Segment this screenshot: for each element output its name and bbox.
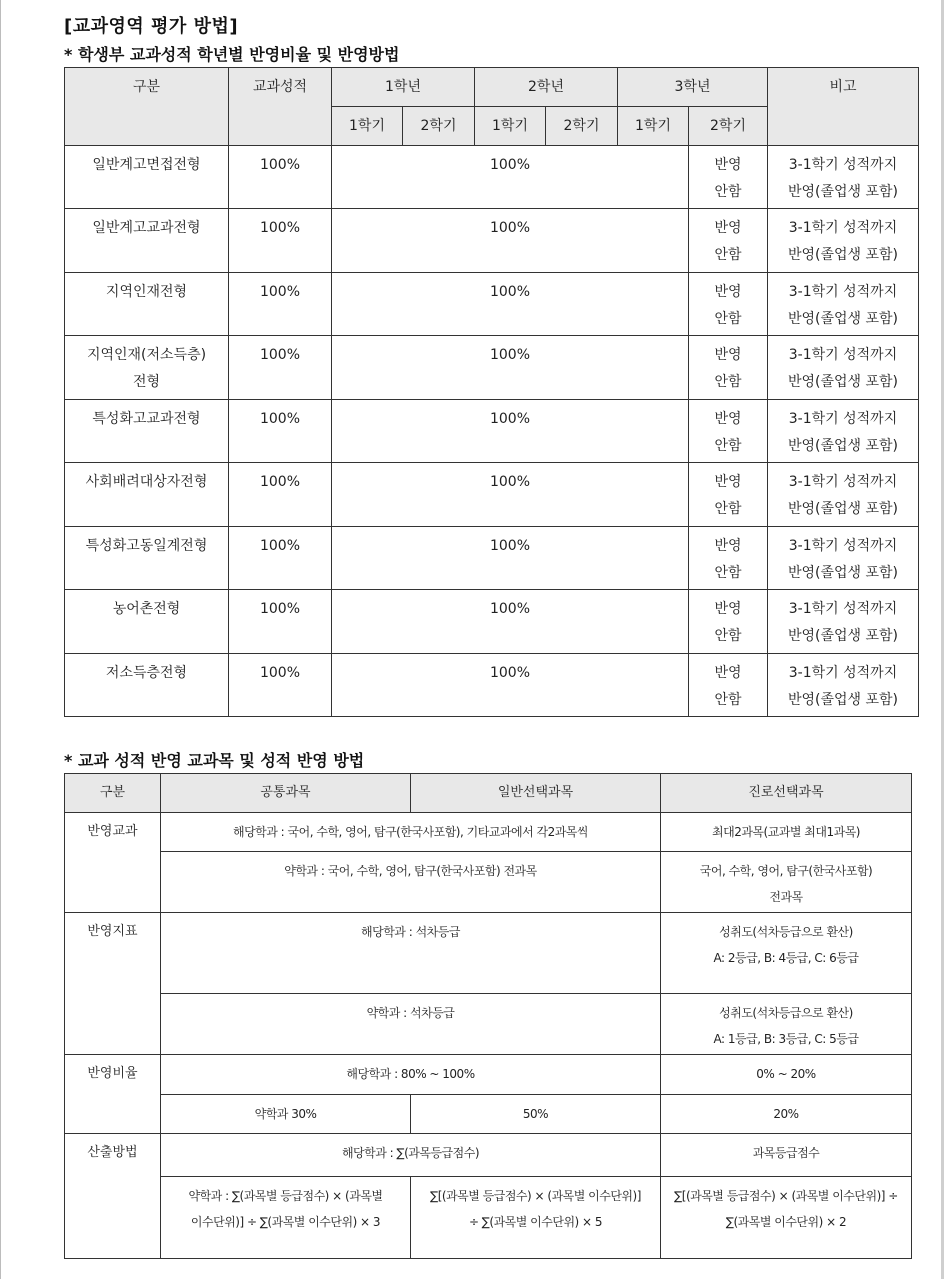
table-row [65, 527, 919, 590]
row-sem3-2: 반영 안함 [689, 590, 768, 654]
row-name: 농어촌전형 [65, 590, 229, 654]
row-ratio: 100% [332, 527, 689, 590]
header-remark: 비고 [768, 68, 919, 146]
row-remark: 3-1학기 성적까지 반영(졸업생 포함) [768, 273, 919, 336]
row-ratio: 100% [332, 146, 689, 209]
table-row [65, 463, 919, 527]
reflect-ratio-label: 반영비율 [65, 1055, 161, 1134]
header-sem3-2: 2학기 [689, 107, 768, 146]
table-row [65, 994, 912, 1055]
row-score: 100% [229, 527, 332, 590]
table-row [65, 273, 919, 336]
table-row [65, 1177, 912, 1259]
row-ratio: 100% [332, 209, 689, 273]
row-score: 100% [229, 336, 332, 400]
row-ratio: 100% [332, 463, 689, 527]
reflect-subjects-career-1: 최대2과목(교과별 최대1과목) [661, 813, 912, 852]
page-frame-left [0, 0, 1, 1279]
header-sem1-2: 2학기 [403, 107, 475, 146]
reflect-ratio-career-2: 20% [661, 1095, 912, 1134]
reflect-index-label: 반영지표 [65, 913, 161, 1055]
row-score: 100% [229, 400, 332, 463]
subject-method-table [64, 773, 912, 1259]
header-sem1-1: 1학기 [332, 107, 403, 146]
row-remark: 3-1학기 성적까지 반영(졸업생 포함) [768, 336, 919, 400]
reflect-subjects-label: 반영교과 [65, 813, 161, 913]
row-remark: 3-1학기 성적까지 반영(졸업생 포함) [768, 146, 919, 209]
table-row [65, 813, 912, 852]
calc-method-common-1: 해당학과 : ∑(과목등급점수) [161, 1134, 661, 1177]
row-ratio: 100% [332, 273, 689, 336]
reflect-subjects-common-1: 해당학과 : 국어, 수학, 영어, 탐구(한국사포함), 기타교과에서 각2과목씩 [161, 813, 661, 852]
header-sem2-1: 1학기 [475, 107, 546, 146]
row-name: 특성화고교과전형 [65, 400, 229, 463]
row-sem3-2: 반영 안함 [689, 654, 768, 717]
row-score: 100% [229, 209, 332, 273]
calc-method-career-2: ∑[(과목별 등급점수) × (과목별 이수단위)] ÷ ∑(과목별 이수단위) × 2 [661, 1177, 912, 1259]
row-ratio: 100% [332, 400, 689, 463]
row-sem3-2: 반영 안함 [689, 463, 768, 527]
reflect-index-career-2: 성취도(석차등급으로 환산) A: 1등급, B: 3등급, C: 5등급 [661, 994, 912, 1055]
table-row [65, 146, 919, 209]
reflect-ratio-common-1: 해당학과 : 80% ~ 100% [161, 1055, 661, 1095]
t2-header-common: 공통과목 [161, 774, 411, 813]
t2-header-category: 구분 [65, 774, 161, 813]
t2-header-career: 진로선택과목 [661, 774, 912, 813]
row-score: 100% [229, 273, 332, 336]
row-remark: 3-1학기 성적까지 반영(졸업생 포함) [768, 209, 919, 273]
table-row [65, 400, 919, 463]
reflect-ratio-career-1: 0% ~ 20% [661, 1055, 912, 1095]
row-score: 100% [229, 654, 332, 717]
section2-heading: * 교과 성적 반영 교과목 및 성적 반영 방법 [64, 751, 365, 770]
row-ratio: 100% [332, 336, 689, 400]
row-name: 사회배려대상자전형 [65, 463, 229, 527]
section1-heading: * 학생부 교과성적 학년별 반영비율 및 반영방법 [64, 45, 400, 64]
header-category: 구분 [65, 68, 229, 146]
table-row [65, 336, 919, 400]
calc-method-general-2: ∑[(과목별 등급점수) × (과목별 이수단위)] ÷ ∑(과목별 이수단위) × 5 [411, 1177, 661, 1259]
row-remark: 3-1학기 성적까지 반영(졸업생 포함) [768, 654, 919, 717]
row-name: 일반계고면접전형 [65, 146, 229, 209]
row-score: 100% [229, 590, 332, 654]
calc-method-label: 산출방법 [65, 1134, 161, 1259]
table-row [65, 852, 912, 913]
reflect-index-common-2: 약학과 : 석차등급 [161, 994, 661, 1055]
row-name: 특성화고동일계전형 [65, 527, 229, 590]
reflect-index-career-1: 성취도(석차등급으로 환산) A: 2등급, B: 4등급, C: 6등급 [661, 913, 912, 994]
header-grade-score: 교과성적 [229, 68, 332, 146]
row-ratio: 100% [332, 654, 689, 717]
header-year2: 2학년 [475, 68, 618, 107]
calc-method-career-1: 과목등급점수 [661, 1134, 912, 1177]
row-remark: 3-1학기 성적까지 반영(졸업생 포함) [768, 400, 919, 463]
table-row [65, 209, 919, 273]
reflect-subjects-common-2: 약학과 : 국어, 수학, 영어, 탐구(한국사포함) 전과목 [161, 852, 661, 913]
reflect-subjects-career-2: 국어, 수학, 영어, 탐구(한국사포함) 전과목 [661, 852, 912, 913]
table-row [65, 913, 912, 994]
calc-method-common-2: 약학과 : ∑(과목별 등급점수) × (과목별 이수단위)] ÷ ∑(과목별 이수단위) × 3 [161, 1177, 411, 1259]
header-year3: 3학년 [618, 68, 768, 107]
row-remark: 3-1학기 성적까지 반영(졸업생 포함) [768, 463, 919, 527]
header-sem2-2: 2학기 [546, 107, 618, 146]
table-row [65, 1055, 912, 1095]
row-sem3-2: 반영 안함 [689, 527, 768, 590]
table-row [65, 590, 919, 654]
header-sem3-1: 1학기 [618, 107, 689, 146]
row-sem3-2: 반영 안함 [689, 336, 768, 400]
row-score: 100% [229, 463, 332, 527]
t2-header-general: 일반선택과목 [411, 774, 661, 813]
row-name: 지역인재(저소득층) 전형 [65, 336, 229, 400]
row-sem3-2: 반영 안함 [689, 209, 768, 273]
reflect-index-common-1: 해당학과 : 석차등급 [161, 913, 661, 994]
row-score: 100% [229, 146, 332, 209]
row-name: 일반계고교과전형 [65, 209, 229, 273]
table-row [65, 1134, 912, 1177]
reflect-ratio-general-2: 50% [411, 1095, 661, 1134]
table-row [65, 654, 919, 717]
grade-ratio-table [64, 67, 919, 717]
header-year1: 1학년 [332, 68, 475, 107]
row-name: 저소득층전형 [65, 654, 229, 717]
reflect-ratio-common-2: 약학과 30% [161, 1095, 411, 1134]
row-name: 지역인재전형 [65, 273, 229, 336]
row-ratio: 100% [332, 590, 689, 654]
row-sem3-2: 반영 안함 [689, 273, 768, 336]
table-row [65, 1095, 912, 1134]
row-remark: 3-1학기 성적까지 반영(졸업생 포함) [768, 590, 919, 654]
row-remark: 3-1학기 성적까지 반영(졸업생 포함) [768, 527, 919, 590]
row-sem3-2: 반영 안함 [689, 400, 768, 463]
page-title: [교과영역 평가 방법] [64, 16, 239, 37]
row-sem3-2: 반영 안함 [689, 146, 768, 209]
